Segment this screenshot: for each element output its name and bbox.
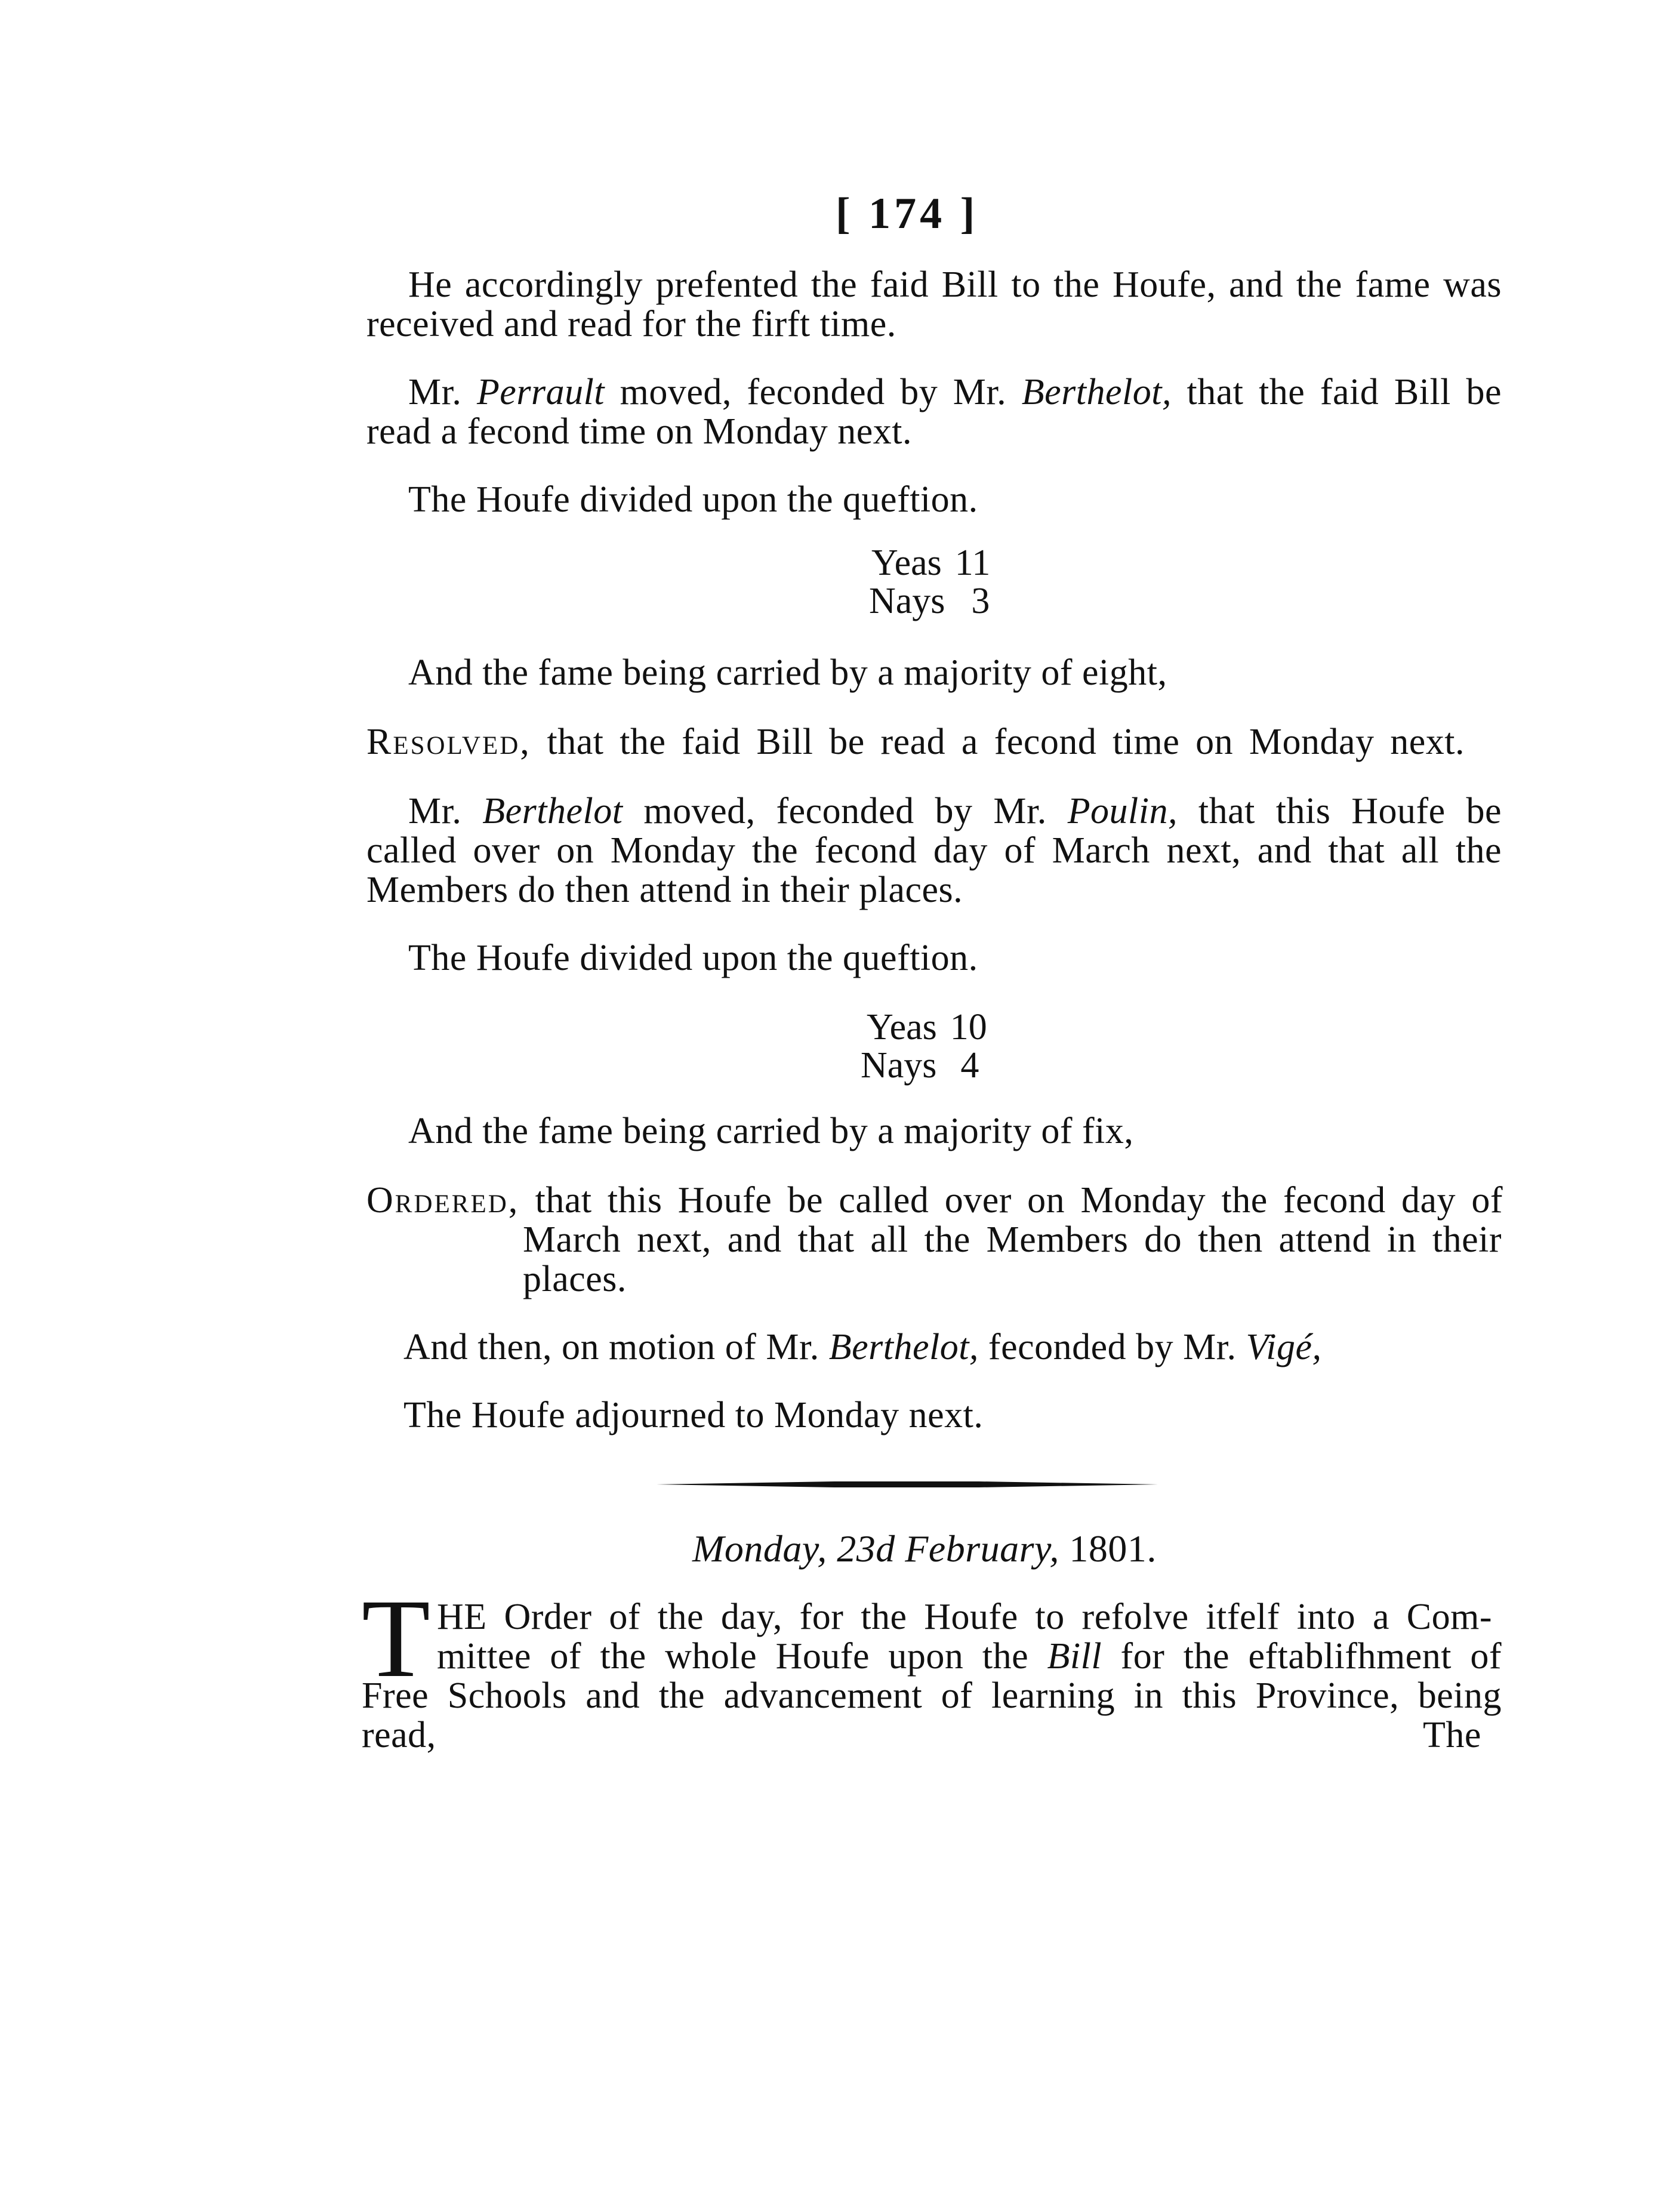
vote-nays	[869, 580, 990, 622]
vote-nays	[861, 1045, 979, 1086]
member-name: Vigé,	[1246, 1327, 1322, 1367]
nays-label: Nays	[861, 1045, 937, 1086]
paragraph-line: HE Order of the day, for the Houfe to refolve itfelf into a Com-	[437, 1597, 1492, 1637]
divider-rule	[657, 1480, 1158, 1489]
nays-label: Nays	[869, 581, 945, 621]
date-year: 1801.	[1069, 1527, 1157, 1570]
paragraph-line: Members do then attend in their places.	[366, 870, 963, 910]
drop-cap: T	[362, 1576, 430, 1700]
nays-count: 4	[960, 1045, 979, 1086]
paragraph-line	[366, 721, 1465, 763]
paragraph-line: The Houfe divided upon the queftion.	[408, 938, 978, 978]
text-fragment: that this Houfe be called over on Monday the fecond day of	[535, 1180, 1503, 1221]
text-fragment: feconded by Mr.	[988, 1327, 1237, 1367]
paragraph-line: The Houfe adjourned to Monday next.	[403, 1395, 984, 1435]
date-day: Monday,	[692, 1527, 827, 1570]
vote-yeas	[871, 542, 990, 584]
text-fragment: Mr.	[408, 791, 462, 831]
yeas-count: 10	[950, 1007, 987, 1048]
text-fragment: mittee of the whole Houfe upon the	[437, 1636, 1029, 1677]
nays-count: 3	[971, 581, 990, 621]
text-fragment: Mr.	[408, 372, 462, 412]
paragraph-line: read a fecond time on Monday next.	[366, 411, 912, 452]
text-fragment: that the faid Bill be read a fecond time on Monday next.	[547, 722, 1465, 762]
yeas-label: Yeas	[867, 1007, 937, 1048]
section-divider	[657, 1480, 1158, 1489]
text-fragment: that this Houfe be	[1198, 791, 1502, 831]
page-number: [ 174 ]	[836, 189, 979, 238]
text-fragment: moved, feconded by Mr.	[620, 372, 1007, 412]
paragraph-line: places.	[523, 1259, 627, 1299]
member-name: Perrault	[476, 372, 605, 412]
member-name: Berthelot	[482, 791, 623, 831]
paragraph-line	[408, 790, 1502, 832]
paragraph-line: And the fame being carried by a majority of fix,	[408, 1111, 1134, 1151]
paragraph-line	[403, 1326, 1322, 1368]
paragraph-line	[408, 371, 1502, 413]
yeas-count: 11	[954, 543, 991, 583]
text-fragment: that the faid Bill be	[1187, 372, 1502, 412]
vote-yeas	[867, 1006, 987, 1048]
date-date: 23d	[837, 1527, 895, 1570]
date-heading	[692, 1528, 1157, 1570]
yeas-label: Yeas	[871, 543, 942, 583]
member-name: Berthelot,	[1021, 372, 1172, 412]
paragraph-line: received and read for the firft time.	[366, 304, 896, 344]
paragraph-line: called over on Monday the fecond day of March next, and that all the	[366, 830, 1502, 871]
paragraph-line	[437, 1635, 1502, 1677]
date-month: February,	[905, 1527, 1059, 1570]
resolution-label: Resolved,	[366, 722, 531, 762]
catchword: The	[1423, 1715, 1481, 1755]
paragraph-line: The Houfe divided upon the queftion.	[408, 479, 978, 520]
paragraph-line: Free Schools and the advancement of learning in this Province, being	[362, 1675, 1502, 1716]
member-name: Poulin,	[1067, 791, 1178, 831]
paragraph-line	[366, 1179, 1503, 1221]
paragraph-line: March next, and that all the Members do then attend in their	[523, 1219, 1502, 1260]
member-name: Berthelot,	[828, 1327, 979, 1367]
text-fragment: And then, on motion of Mr.	[403, 1327, 819, 1367]
paragraph-line: And the fame being carried by a majority of eight,	[408, 652, 1167, 693]
bill-title: Bill	[1047, 1636, 1102, 1677]
order-label: Ordered,	[366, 1180, 520, 1221]
paragraph-line: read,	[362, 1715, 436, 1755]
text-fragment: moved, feconded by Mr.	[643, 791, 1047, 831]
paragraph-line: He accordingly prefented the faid Bill to the Houfe, and the fame was	[408, 264, 1502, 305]
text-fragment: for the eftablifhment of	[1120, 1636, 1502, 1677]
